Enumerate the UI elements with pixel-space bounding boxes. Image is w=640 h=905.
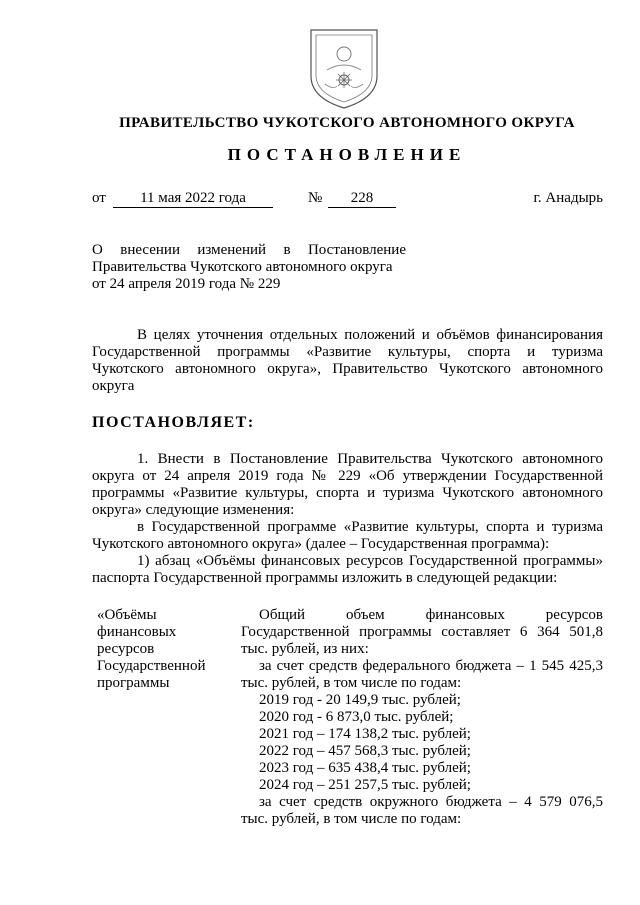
subject-line: Правительства Чукотского автономного округа — [92, 259, 393, 275]
passport-row-value — [241, 607, 603, 828]
body-paragraph — [92, 451, 603, 587]
value-line: за счет средств окружного бюджета – 4 579 076,5 — [259, 794, 603, 810]
number-label: № — [308, 190, 323, 206]
value-line: 2024 год – 251 257,5 тыс. рублей; — [259, 777, 471, 793]
body-line: программы «Развитие культуры, спорта и туризма Чукотского автономного — [92, 485, 603, 501]
value-line: 2022 год – 457 568,3 тыс. рублей; — [259, 743, 471, 759]
value-line: тыс. рублей, в том числе по годам: — [241, 811, 462, 827]
preamble-line: Государственной программы «Развитие культуры, спорта и туризма — [92, 344, 603, 360]
subject-line: О внесении изменений в Постановление — [92, 242, 406, 258]
passport-row-label — [97, 607, 227, 692]
label-line: Государственной — [97, 658, 206, 674]
date-prefix-label: от — [92, 190, 106, 206]
value-line: 2023 год – 635 438,4 тыс. рублей; — [259, 760, 471, 776]
value-line: за счет средств федерального бюджета – 1 545 425,3 — [259, 658, 603, 674]
preamble-line: Чукотского автономного округа», Правительство Чукотского автономного — [92, 361, 603, 377]
coat-of-arms-emblem-icon — [307, 24, 381, 110]
value-line: 2019 год - 20 149,9 тыс. рублей; — [259, 692, 461, 708]
preamble-line: В целях уточнения отдельных положений и объёмов финансирования — [137, 327, 603, 343]
label-line: «Объёмы — [97, 607, 157, 623]
document-type-title: ПОСТАНОВЛЕНИЕ — [227, 145, 467, 164]
value-line: Общий объем финансовых ресурсов — [259, 607, 603, 623]
label-line: финансовых — [97, 624, 177, 640]
value-line: тыс. рублей, из них: — [241, 641, 369, 657]
body-line: в Государственной программе «Развитие культуры, спорта и туризма — [137, 519, 603, 535]
decree-number: 228 — [328, 190, 396, 208]
preamble-paragraph — [92, 327, 603, 395]
preamble-line: округа — [92, 378, 135, 394]
value-line: 2021 год – 174 138,2 тыс. рублей; — [259, 726, 471, 742]
body-line: Чукотского автономного округа» (далее – Государственная программа): — [92, 536, 550, 552]
government-title: ПРАВИТЕЛЬСТВО ЧУКОТСКОГО АВТОНОМНОГО ОКРУГА — [119, 115, 575, 131]
label-line: программы — [97, 675, 170, 691]
city-label: г. Анадырь — [533, 190, 603, 206]
resolve-heading: ПОСТАНОВЛЯЕТ: — [92, 414, 255, 431]
decree-subject — [92, 242, 406, 293]
decree-date: 11 мая 2022 года — [113, 190, 273, 208]
value-line: 2020 год - 6 873,0 тыс. рублей; — [259, 709, 454, 725]
value-line: тыс. рублей, в том числе по годам: — [241, 675, 462, 691]
body-line: округа от 24 апреля 2019 года № 229 «Об утверждении Государственной — [92, 468, 603, 484]
subject-line: от 24 апреля 2019 года № 229 — [92, 276, 281, 292]
body-line: паспорта Государственной программы изложить в следующей редакции: — [92, 570, 558, 586]
body-line: 1) абзац «Объёмы финансовых ресурсов Государственной программы» — [137, 553, 603, 569]
body-line: округа» следующие изменения: — [92, 502, 295, 518]
body-line: 1. Внести в Постановление Правительства Чукотского автономного — [137, 451, 603, 467]
label-line: ресурсов — [97, 641, 155, 657]
value-line: Государственной программы составляет 6 364 501,8 — [241, 624, 603, 640]
